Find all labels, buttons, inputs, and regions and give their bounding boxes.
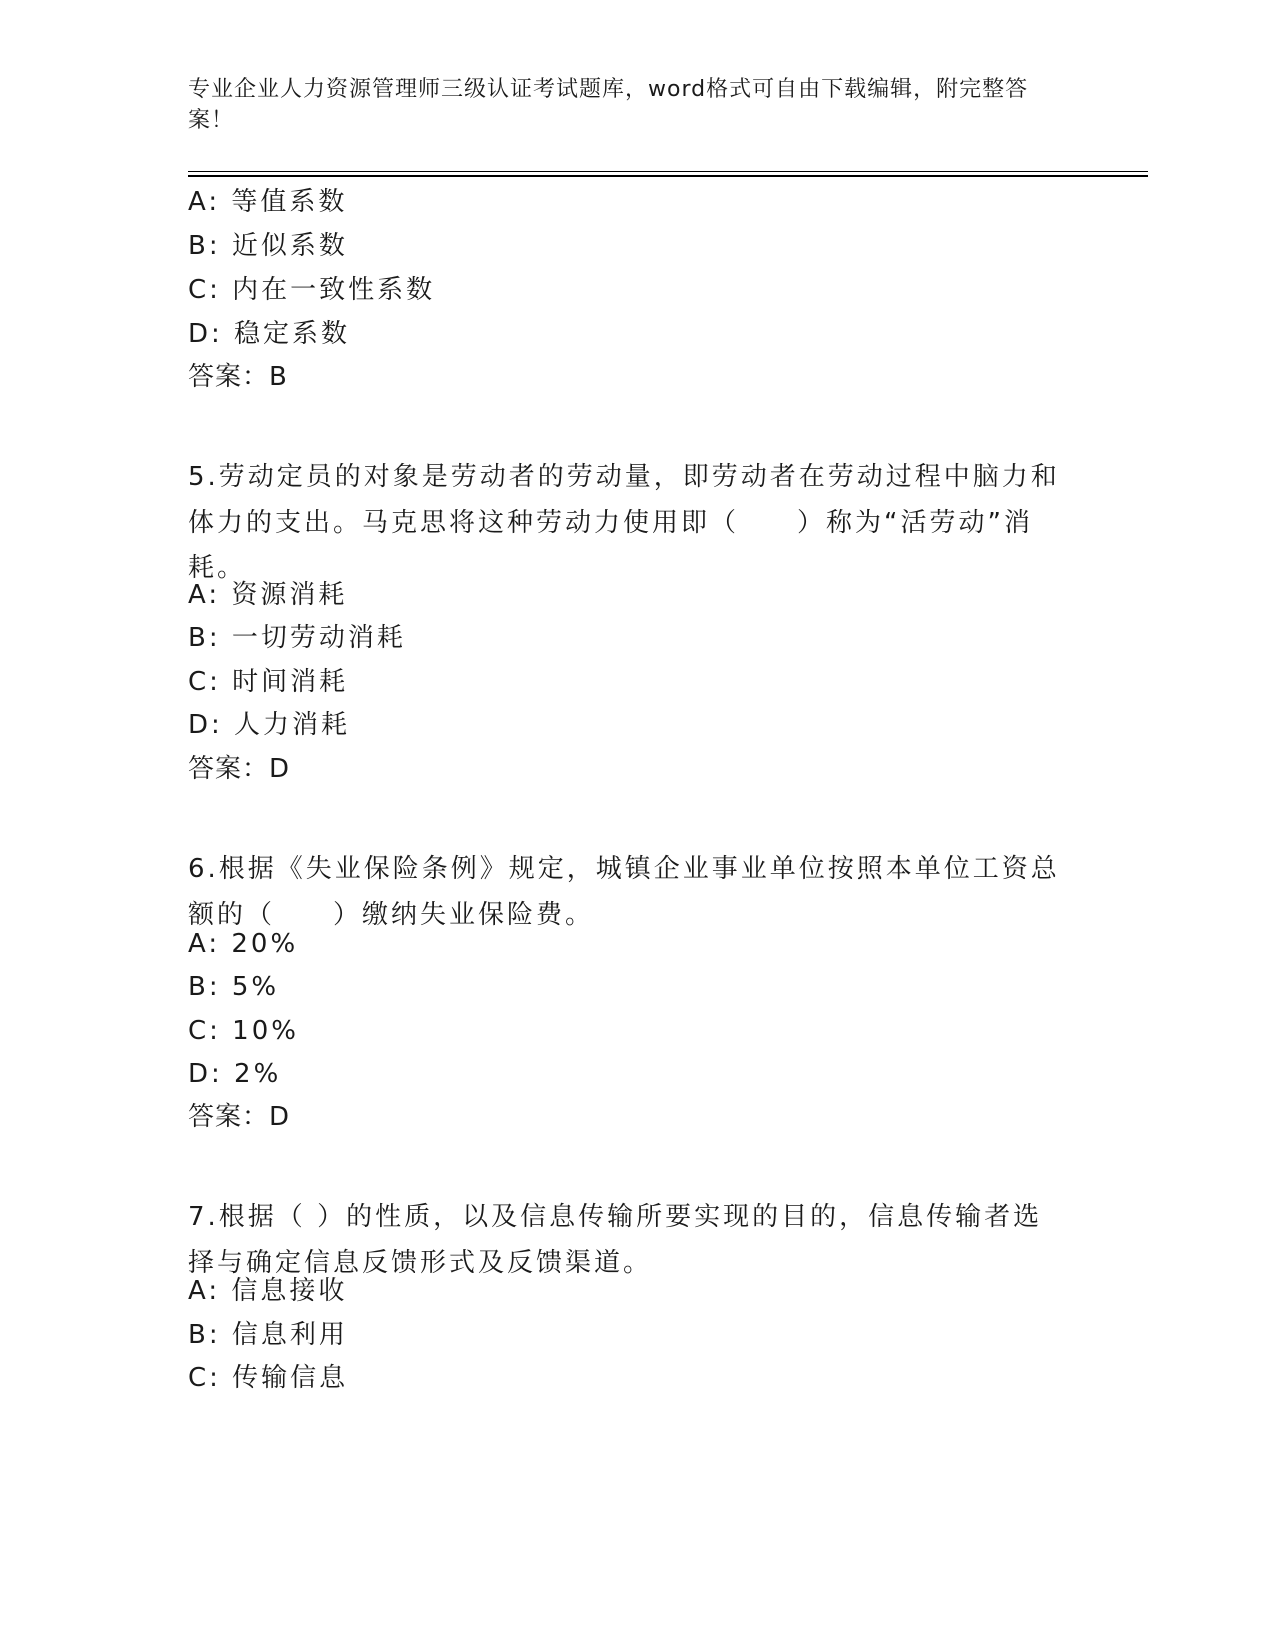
q6-option-c: C: 10%	[188, 1016, 299, 1046]
q5-answer: 答案：D	[188, 754, 291, 784]
q4-answer: 答案：B	[188, 362, 288, 392]
q6-option-b: B: 5%	[188, 972, 280, 1002]
q7-option-a: A: 信息接收	[188, 1276, 348, 1306]
q5-option-b: B: 一切劳动消耗	[188, 623, 406, 653]
q6-answer: 答案：D	[188, 1102, 291, 1132]
q6-option-a: A: 20%	[188, 929, 299, 959]
q5-option-a: A: 资源消耗	[188, 580, 348, 610]
header-rule-thick	[188, 175, 1148, 177]
q4-option-d: D: 稳定系数	[188, 319, 351, 349]
q7-option-b: B: 信息利用	[188, 1320, 348, 1350]
q4-option-c: C: 内在一致性系数	[188, 275, 436, 305]
q5-stem: 5.劳动定员的对象是劳动者的劳动量，即劳动者在劳动过程中脑力和体力的支出。马克思将这种劳动力使用即（ ）称为“活劳动”消耗。	[188, 462, 1060, 583]
q7-option-c: C: 传输信息	[188, 1363, 349, 1393]
q5-option-d: D: 人力消耗	[188, 710, 351, 740]
q4-option-b: B: 近似系数	[188, 231, 348, 261]
header-rule-thin	[188, 171, 1148, 172]
q5-option-c: C: 时间消耗	[188, 667, 349, 697]
document-header: 专业企业人力资源管理师三级认证考试题库，word格式可自由下载编辑，附完整答案！	[188, 77, 1029, 133]
q6-option-d: D: 2%	[188, 1059, 282, 1089]
q7-stem: 7.根据（ ）的性质，以及信息传输所要实现的目的，信息传输者选择与确定信息反馈形式及反馈渠道。	[188, 1202, 1043, 1278]
q4-option-a: A: 等值系数	[188, 187, 348, 217]
q6-stem: 6.根据《失业保险条例》规定，城镇企业事业单位按照本单位工资总额的（ ）缴纳失业保险费。	[188, 854, 1060, 930]
